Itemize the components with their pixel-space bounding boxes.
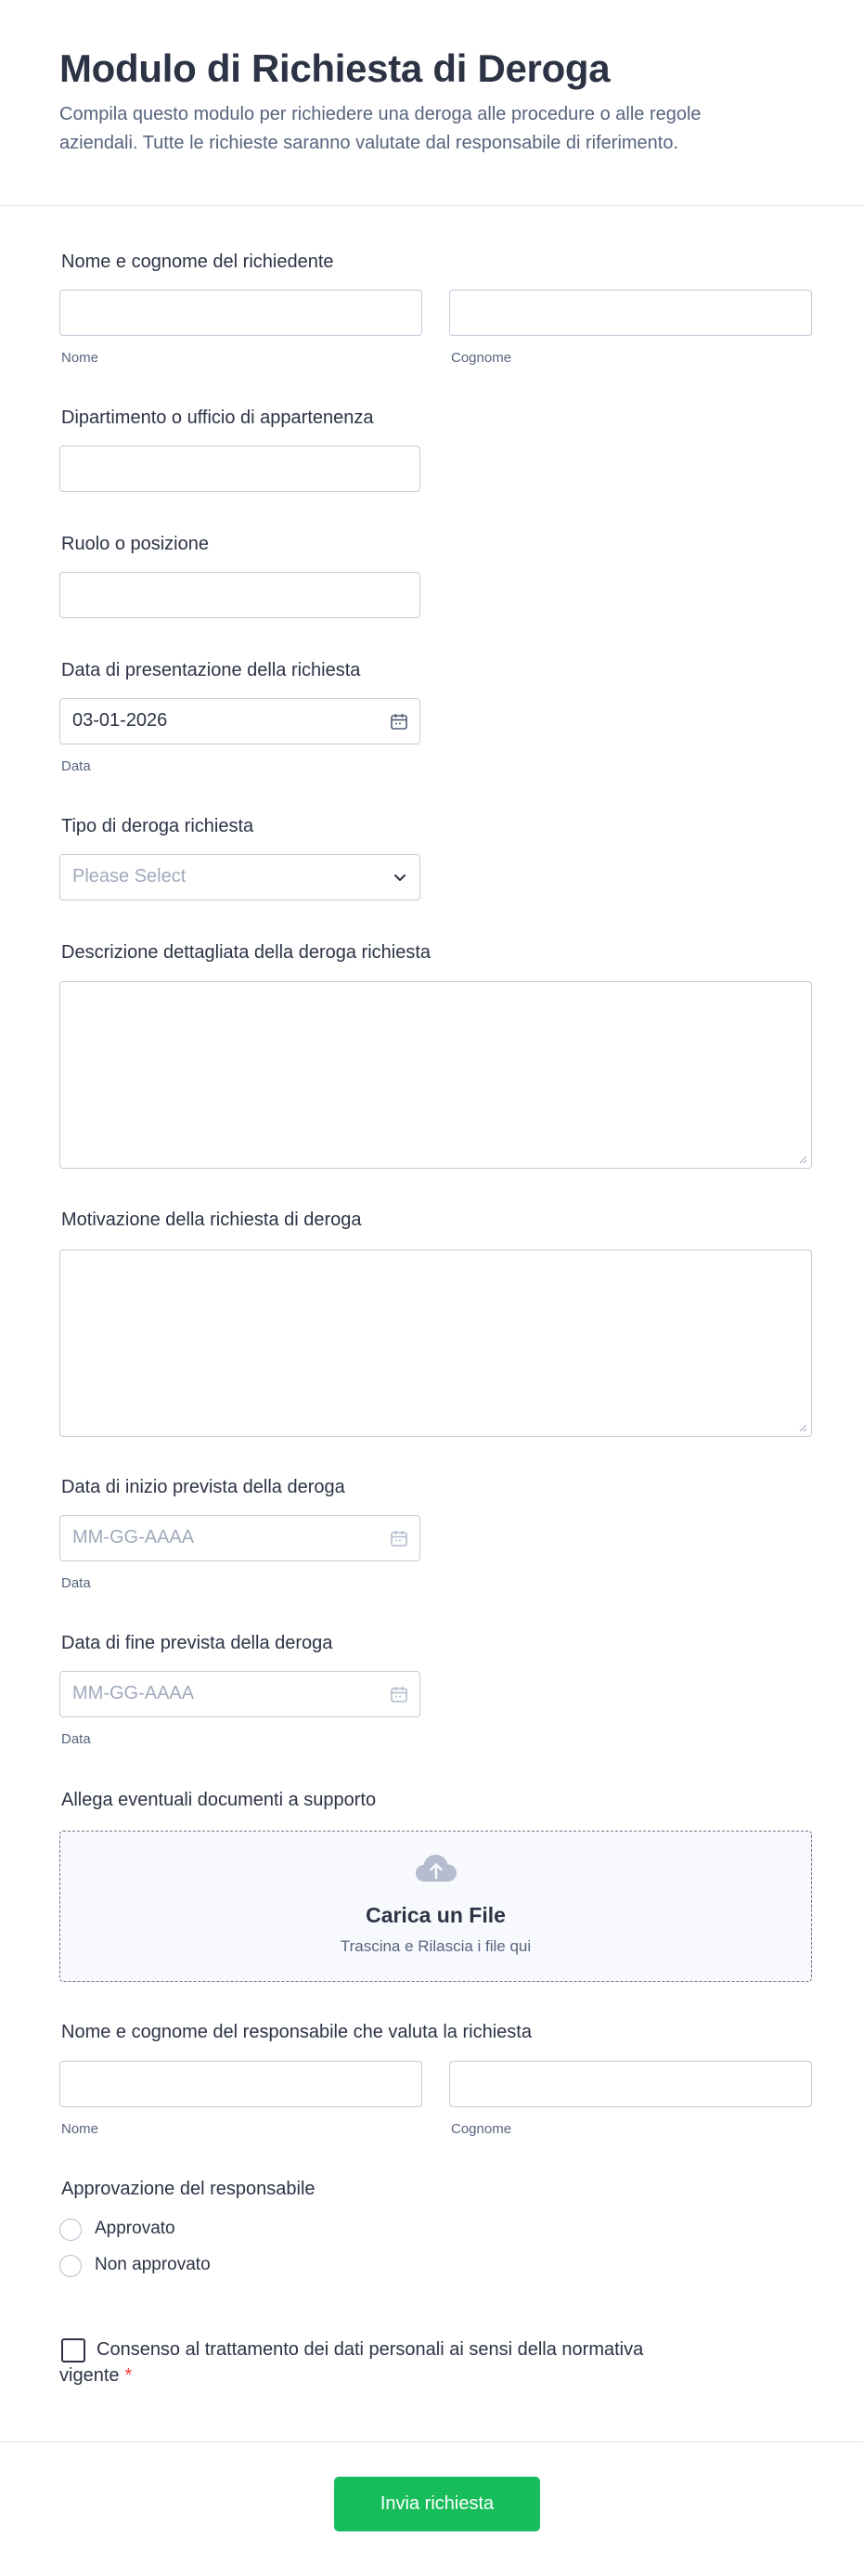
form-header [0, 0, 863, 206]
role-input[interactable] [59, 572, 420, 618]
form-title: Modulo di Richiesta di Deroga [59, 46, 611, 90]
requester-last-name-sublabel: Cognome [451, 350, 512, 366]
submission-date-sublabel: Data [61, 758, 91, 774]
upload-subtitle: Trascina e Rilascia i file qui [340, 1937, 532, 1955]
motivation-label: Motivazione della richiesta di deroga [61, 1210, 362, 1230]
upload-title: Carica un File [366, 1903, 506, 1927]
resize-grip-icon[interactable] [798, 1155, 807, 1164]
waiver-type-selected: Please Select [72, 866, 187, 887]
submit-button[interactable]: Invia richiesta [334, 2477, 540, 2531]
submission-date-input[interactable] [59, 698, 420, 744]
file-upload-dropzone[interactable] [59, 1831, 812, 1982]
waiver-type-select[interactable] [59, 854, 420, 900]
radio-not-approved-label[interactable]: Non approvato [95, 2255, 211, 2274]
requester-last-name-input[interactable] [449, 290, 812, 336]
consent-label[interactable] [59, 2337, 709, 2388]
calendar-icon[interactable] [390, 1529, 408, 1547]
radio-approved[interactable] [59, 2219, 82, 2241]
requester-name-label: Nome e cognome del richiedente [61, 252, 334, 272]
resize-grip-icon[interactable] [798, 1423, 807, 1432]
waiver-type-label: Tipo di deroga richiesta [61, 816, 254, 836]
department-input[interactable] [59, 446, 420, 492]
manager-first-name-sublabel: Nome [61, 2121, 99, 2137]
end-date-label: Data di fine prevista della deroga [61, 1633, 333, 1653]
submission-date-value: 03-01-2026 [72, 710, 168, 731]
approval-label: Approvazione del responsabile [61, 2179, 316, 2199]
department-label: Dipartimento o ufficio di appartenenza [61, 408, 374, 428]
consent-text: Consenso al trattamento dei dati personali ai sensi della normativa vigente [59, 2339, 644, 2386]
motivation-textarea[interactable] [59, 1249, 812, 1437]
radio-not-approved[interactable] [59, 2255, 82, 2277]
manager-last-name-sublabel: Cognome [451, 2121, 512, 2137]
end-date-input[interactable] [59, 1671, 420, 1717]
requester-first-name-sublabel: Nome [61, 350, 99, 366]
submission-date-label: Data di presentazione della richiesta [61, 660, 361, 680]
form-description: Compila questo modulo per richiedere una deroga alle procedure o alle regole aziendali. Tutte le richieste saranno valutate dal responsabile di riferimento. [59, 104, 702, 153]
cloud-upload-icon [414, 1852, 458, 1885]
manager-name-label: Nome e cognome del responsabile che valuta la richiesta [61, 2022, 532, 2042]
manager-first-name-input[interactable] [59, 2061, 422, 2107]
end-date-sublabel: Data [61, 1731, 91, 1747]
radio-approved-label[interactable]: Approvato [95, 2219, 175, 2238]
manager-last-name-input[interactable] [449, 2061, 812, 2107]
start-date-input[interactable] [59, 1515, 420, 1561]
role-label: Ruolo o posizione [61, 534, 209, 554]
required-asterisk: * [124, 2365, 133, 2386]
calendar-icon[interactable] [390, 712, 408, 731]
start-date-placeholder: MM-GG-AAAA [72, 1527, 195, 1547]
start-date-sublabel: Data [61, 1575, 91, 1591]
start-date-label: Data di inizio prevista della deroga [61, 1477, 345, 1497]
calendar-icon[interactable] [390, 1685, 408, 1703]
chevron-down-icon [392, 869, 408, 886]
requester-first-name-input[interactable] [59, 290, 422, 336]
description-textarea[interactable] [59, 981, 812, 1169]
footer-divider [0, 2441, 863, 2442]
attachments-label: Allega eventuali documenti a supporto [61, 1790, 377, 1810]
description-label: Descrizione dettagliata della deroga richiesta [61, 942, 432, 963]
end-date-placeholder: MM-GG-AAAA [72, 1683, 195, 1703]
